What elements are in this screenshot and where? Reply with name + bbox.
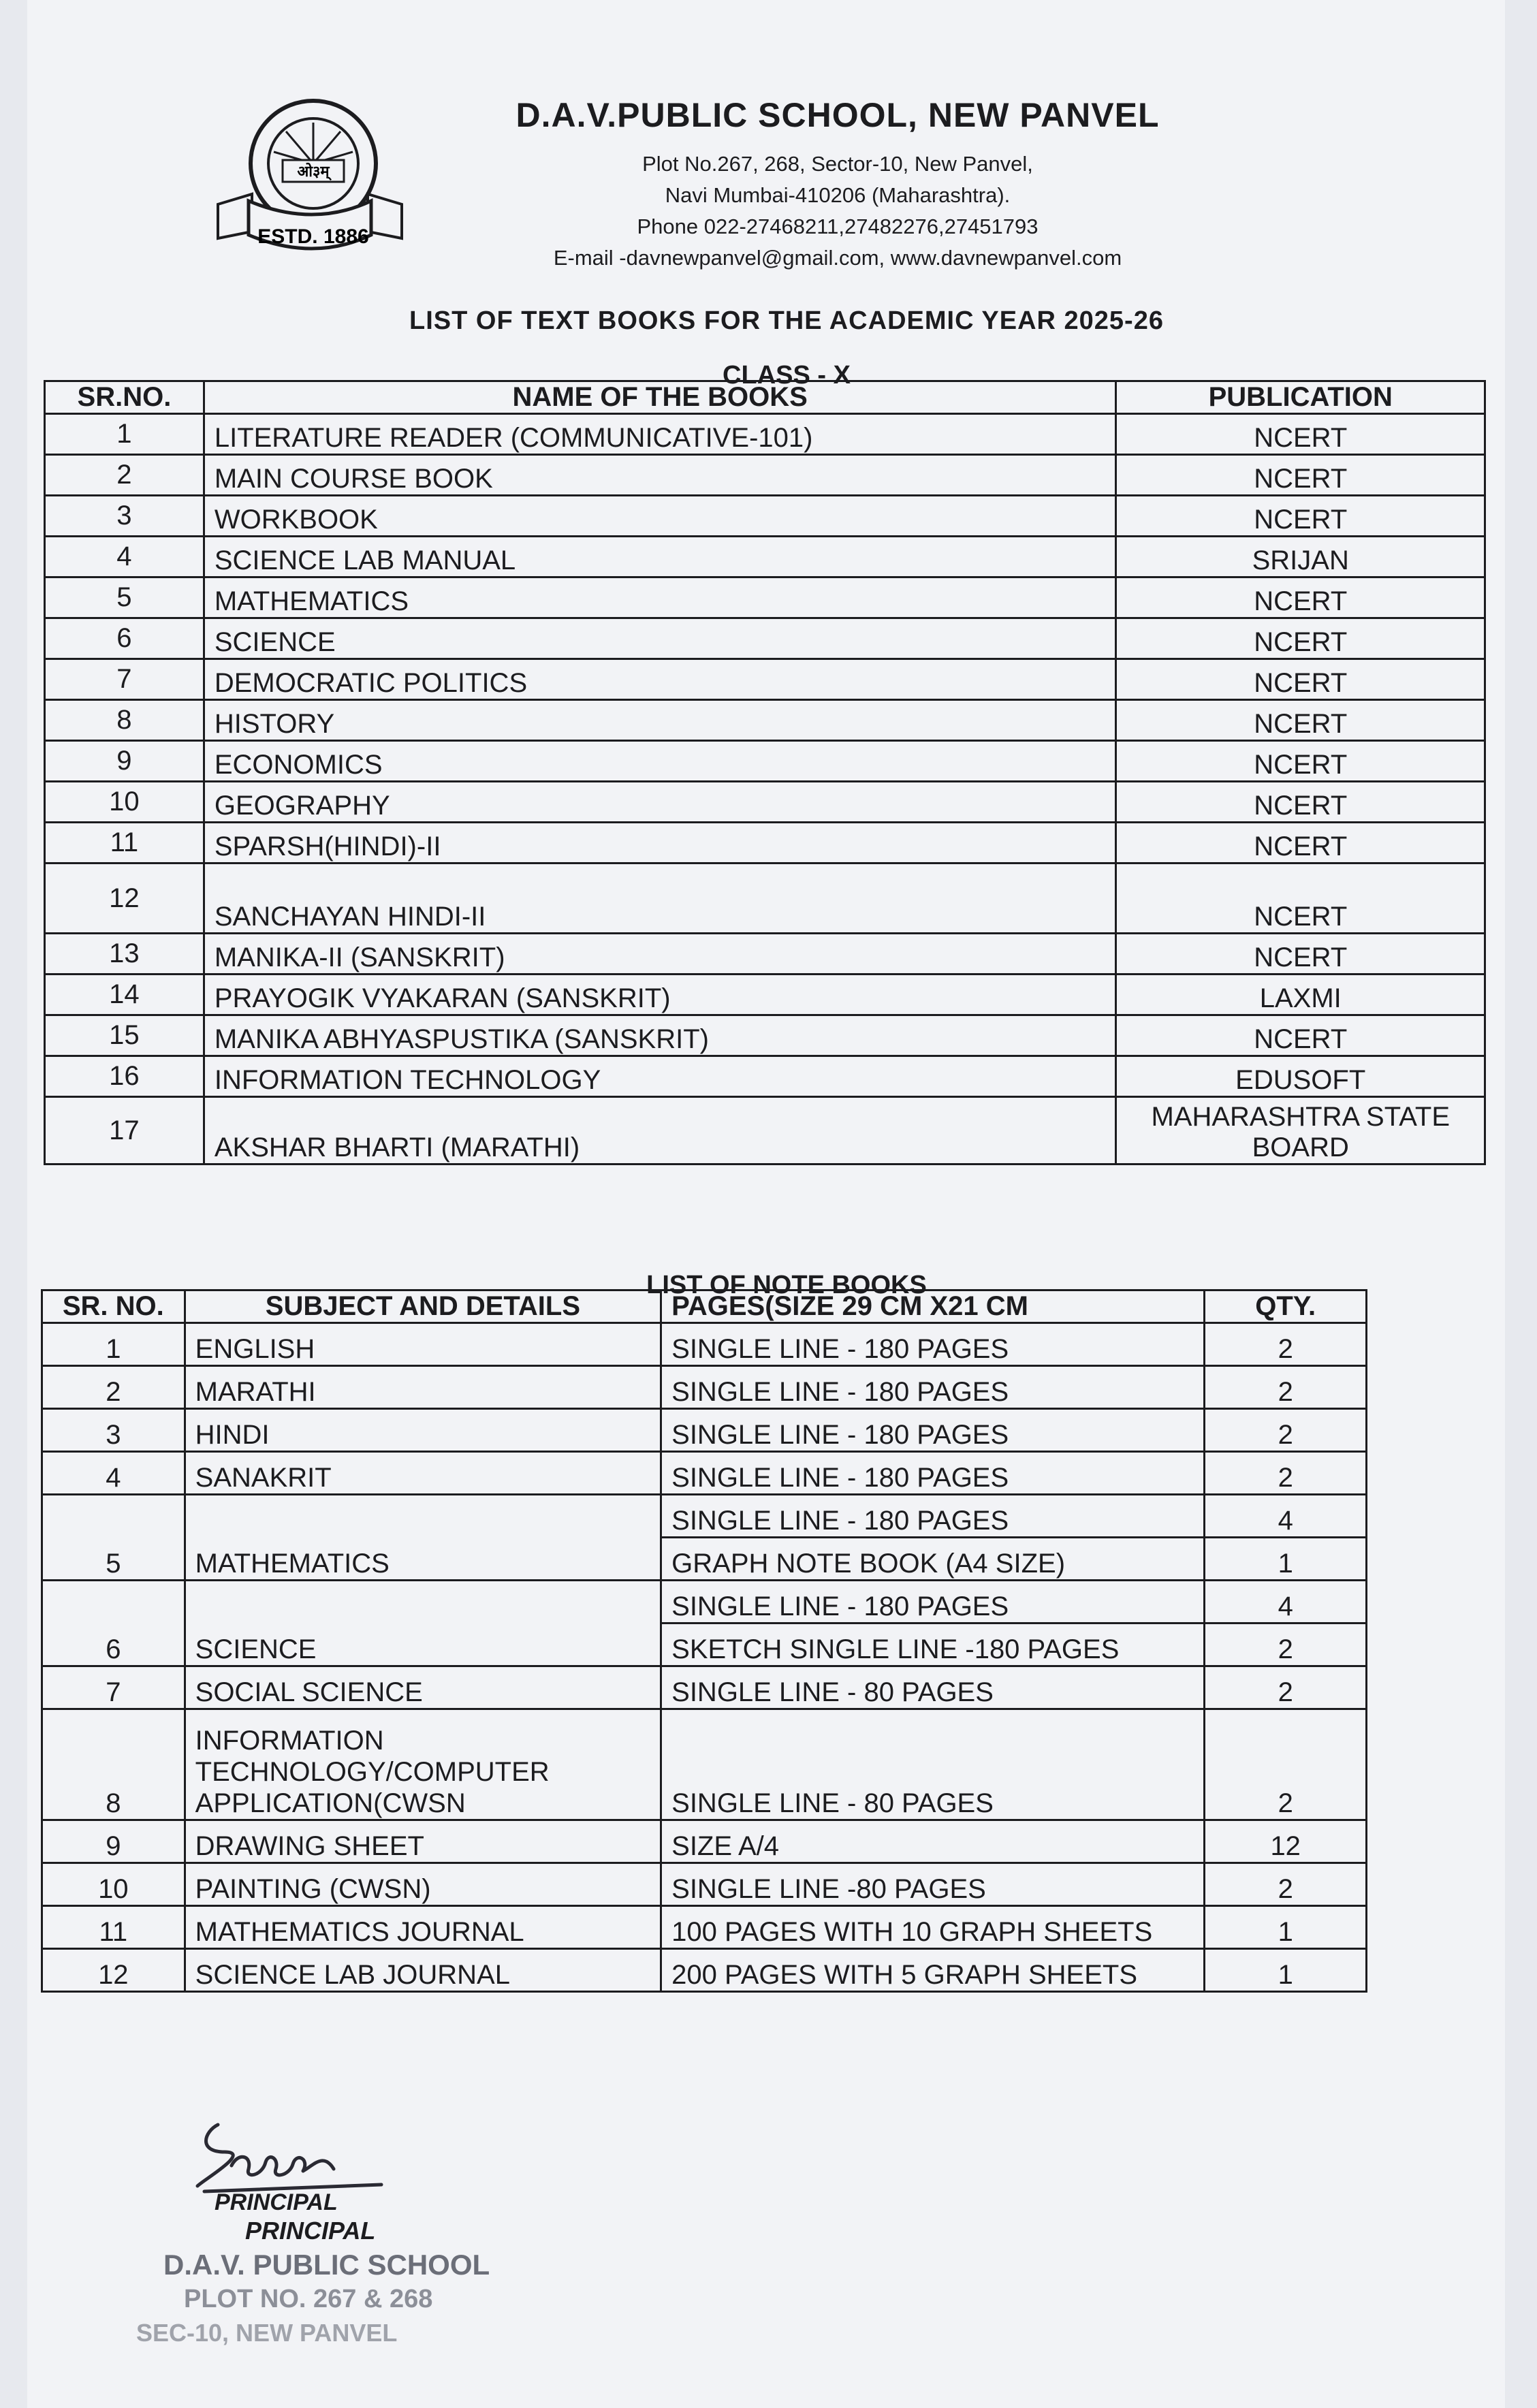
publication-cell: NCERT [1116,823,1485,864]
sr-no-cell: 5 [45,577,204,618]
col-header-publication: PUBLICATION [1116,381,1485,414]
book-name-cell: WORKBOOK [204,496,1116,537]
sr-no-cell: 2 [42,1366,185,1409]
sr-no-cell: 7 [42,1666,185,1709]
publication-cell: NCERT [1116,864,1485,934]
book-name-cell: LITERATURE READER (COMMUNICATIVE-101) [204,414,1116,455]
principal-label: PRINCIPAL [215,2189,338,2215]
subject-cell: SOCIAL SCIENCE [185,1666,661,1709]
publication-cell: NCERT [1116,659,1485,700]
book-name-cell: MANIKA ABHYASPUSTIKA (SANSKRIT) [204,1015,1116,1056]
pages-cell: SINGLE LINE - 180 PAGES [661,1323,1205,1366]
publication-cell: SRIJAN [1116,537,1485,577]
publication-cell: NCERT [1116,496,1485,537]
stamp-line-1: D.A.V. PUBLIC SCHOOL [163,2249,490,2281]
table-row [45,1015,1485,1056]
table-row [45,1056,1485,1097]
stamp-line-3: SEC-10, NEW PANVEL [136,2319,398,2347]
svg-text:ओ३म्: ओ३म् [297,163,330,180]
subject-cell: ENGLISH [185,1323,661,1366]
sr-no-cell: 6 [42,1581,185,1666]
book-name-cell: PRAYOGIK VYAKARAN (SANSKRIT) [204,975,1116,1015]
table-row [45,864,1485,934]
book-name-cell: AKSHAR BHARTI (MARATHI) [204,1097,1116,1165]
svg-text:ESTD. 1886: ESTD. 1886 [257,225,369,248]
subject-cell: MARATHI [185,1366,661,1409]
book-name-cell: MAIN COURSE BOOK [204,455,1116,496]
table-row [45,1097,1485,1165]
email-line: E-mail -davnewpanvel@gmail.com, www.davnewpanvel.com [553,246,1122,270]
phone-line: Phone 022-27468211,27482276,27451793 [637,215,1039,238]
pages-cell: 100 PAGES WITH 10 GRAPH SHEETS [661,1906,1205,1949]
qty-cell: 2 [1205,1452,1367,1495]
table-row [45,496,1485,537]
subject-cell: SCIENCE [185,1581,661,1666]
sr-no-cell: 1 [42,1323,185,1366]
book-name-cell: MATHEMATICS [204,577,1116,618]
principal-stamp-title: PRINCIPAL [245,2217,376,2245]
document-sheet [27,0,1505,2408]
pages-cell: SINGLE LINE - 180 PAGES [661,1495,1205,1538]
pages-cell: SINGLE LINE - 180 PAGES [661,1409,1205,1452]
pages-cell: SINGLE LINE - 180 PAGES [661,1366,1205,1409]
book-name-cell: SCIENCE [204,618,1116,659]
col-header-book-name: NAME OF THE BOOKS [204,381,1116,414]
pages-cell: 200 PAGES WITH 5 GRAPH SHEETS [661,1949,1205,1992]
qty-cell: 2 [1205,1366,1367,1409]
subject-cell: SANAKRIT [185,1452,661,1495]
sr-no-cell: 9 [42,1820,185,1863]
table-row [45,975,1485,1015]
sr-no-cell: 10 [42,1863,185,1906]
sr-no-cell: 8 [45,700,204,741]
publication-cell: NCERT [1116,741,1485,782]
publication-cell: LAXMI [1116,975,1485,1015]
sr-no-cell: 5 [42,1495,185,1581]
qty-cell: 1 [1205,1906,1367,1949]
qty-cell: 1 [1205,1538,1367,1581]
table-row [42,1452,1367,1495]
sr-no-cell: 4 [45,537,204,577]
subject-cell: PAINTING (CWSN) [185,1863,661,1906]
table-row [45,782,1485,823]
col-header-srno: SR.NO. [45,381,204,414]
sr-no-cell: 6 [45,618,204,659]
col-header-subject: SUBJECT AND DETAILS [185,1290,661,1323]
school-name: D.A.V.PUBLIC SCHOOL, NEW PANVEL [516,96,1160,134]
col-header-qty: QTY. [1205,1290,1367,1323]
pages-cell: SIZE A/4 [661,1820,1205,1863]
col-header-srno: SR. NO. [42,1290,185,1323]
publication-cell: NCERT [1116,782,1485,823]
sr-no-cell: 13 [45,934,204,975]
notebooks-title: LIST OF NOTE BOOKS [646,1271,927,1299]
table-row [42,1949,1367,1992]
sr-no-cell: 12 [45,864,204,934]
table-row [42,1581,1367,1623]
qty-cell: 2 [1205,1666,1367,1709]
notebooks-table [41,1289,1367,1993]
pages-cell: GRAPH NOTE BOOK (A4 SIZE) [661,1538,1205,1581]
table-row [45,577,1485,618]
sr-no-cell: 2 [45,455,204,496]
pages-cell: SINGLE LINE - 80 PAGES [661,1666,1205,1709]
book-name-cell: HISTORY [204,700,1116,741]
sr-no-cell: 11 [45,823,204,864]
sr-no-cell: 3 [42,1409,185,1452]
book-name-cell: SPARSH(HINDI)-II [204,823,1116,864]
book-name-cell: SANCHAYAN HINDI-II [204,864,1116,934]
book-name-cell: ECONOMICS [204,741,1116,782]
qty-cell: 2 [1205,1863,1367,1906]
qty-cell: 2 [1205,1709,1367,1820]
subject-cell: INFORMATION TECHNOLOGY/COMPUTER APPLICATION(CWSN [185,1709,661,1820]
publication-cell: MAHARASHTRA STATE BOARD [1116,1097,1485,1165]
sr-no-cell: 3 [45,496,204,537]
table-row [45,700,1485,741]
qty-cell: 4 [1205,1581,1367,1623]
table-row [42,1495,1367,1538]
document-title: LIST OF TEXT BOOKS FOR THE ACADEMIC YEAR 2025-26 [409,306,1164,335]
publication-cell: NCERT [1116,700,1485,741]
book-name-cell: GEOGRAPHY [204,782,1116,823]
sr-no-cell: 8 [42,1709,185,1820]
stamp-line-2: PLOT NO. 267 & 268 [184,2285,433,2313]
table-row [45,618,1485,659]
table-row [42,1666,1367,1709]
subject-cell: MATHEMATICS JOURNAL [185,1906,661,1949]
table-row [42,1906,1367,1949]
table-row [42,1323,1367,1366]
sr-no-cell: 12 [42,1949,185,1992]
table-row [45,659,1485,700]
subject-cell: SCIENCE LAB JOURNAL [185,1949,661,1992]
table-row [45,741,1485,782]
table-row [42,1820,1367,1863]
qty-cell: 12 [1205,1820,1367,1863]
publication-cell: NCERT [1116,618,1485,659]
qty-cell: 2 [1205,1623,1367,1666]
sr-no-cell: 4 [42,1452,185,1495]
sr-no-cell: 16 [45,1056,204,1097]
pages-cell: SINGLE LINE - 180 PAGES [661,1452,1205,1495]
pages-cell: SKETCH SINGLE LINE -180 PAGES [661,1623,1205,1666]
pages-cell: SINGLE LINE - 80 PAGES [661,1709,1205,1820]
table-row [42,1409,1367,1452]
address-line-2: Navi Mumbai-410206 (Maharashtra). [665,183,1011,207]
table-row [45,537,1485,577]
col-header-pages: PAGES(SIZE 29 CM X21 CM [661,1290,1205,1323]
table-row [42,1863,1367,1906]
book-name-cell: DEMOCRATIC POLITICS [204,659,1116,700]
publication-cell: NCERT [1116,1015,1485,1056]
address-line-1: Plot No.267, 268, Sector-10, New Panvel, [642,152,1033,176]
sr-no-cell: 10 [45,782,204,823]
sr-no-cell: 11 [42,1906,185,1949]
sr-no-cell: 1 [45,414,204,455]
sr-no-cell: 9 [45,741,204,782]
publication-cell: NCERT [1116,577,1485,618]
subject-cell: DRAWING SHEET [185,1820,661,1863]
sr-no-cell: 14 [45,975,204,1015]
table-row [45,823,1485,864]
book-name-cell: INFORMATION TECHNOLOGY [204,1056,1116,1097]
table-row [45,455,1485,496]
qty-cell: 2 [1205,1323,1367,1366]
qty-cell: 1 [1205,1949,1367,1992]
class-title: CLASS - X [723,361,851,390]
table-row [42,1366,1367,1409]
publication-cell: NCERT [1116,934,1485,975]
subject-cell: MATHEMATICS [185,1495,661,1581]
book-name-cell: SCIENCE LAB MANUAL [204,537,1116,577]
sr-no-cell: 17 [45,1097,204,1165]
pages-cell: SINGLE LINE - 180 PAGES [661,1581,1205,1623]
sr-no-cell: 15 [45,1015,204,1056]
principal-signature [177,2111,402,2200]
publication-cell: NCERT [1116,455,1485,496]
table-row [45,414,1485,455]
dav-emblem-icon [211,92,409,262]
textbooks-table [44,380,1486,1165]
qty-cell: 2 [1205,1409,1367,1452]
table-row [45,934,1485,975]
qty-cell: 4 [1205,1495,1367,1538]
sr-no-cell: 7 [45,659,204,700]
subject-cell: HINDI [185,1409,661,1452]
publication-cell: EDUSOFT [1116,1056,1485,1097]
book-name-cell: MANIKA-II (SANSKRIT) [204,934,1116,975]
pages-cell: SINGLE LINE -80 PAGES [661,1863,1205,1906]
publication-cell: NCERT [1116,414,1485,455]
table-row [42,1709,1367,1820]
